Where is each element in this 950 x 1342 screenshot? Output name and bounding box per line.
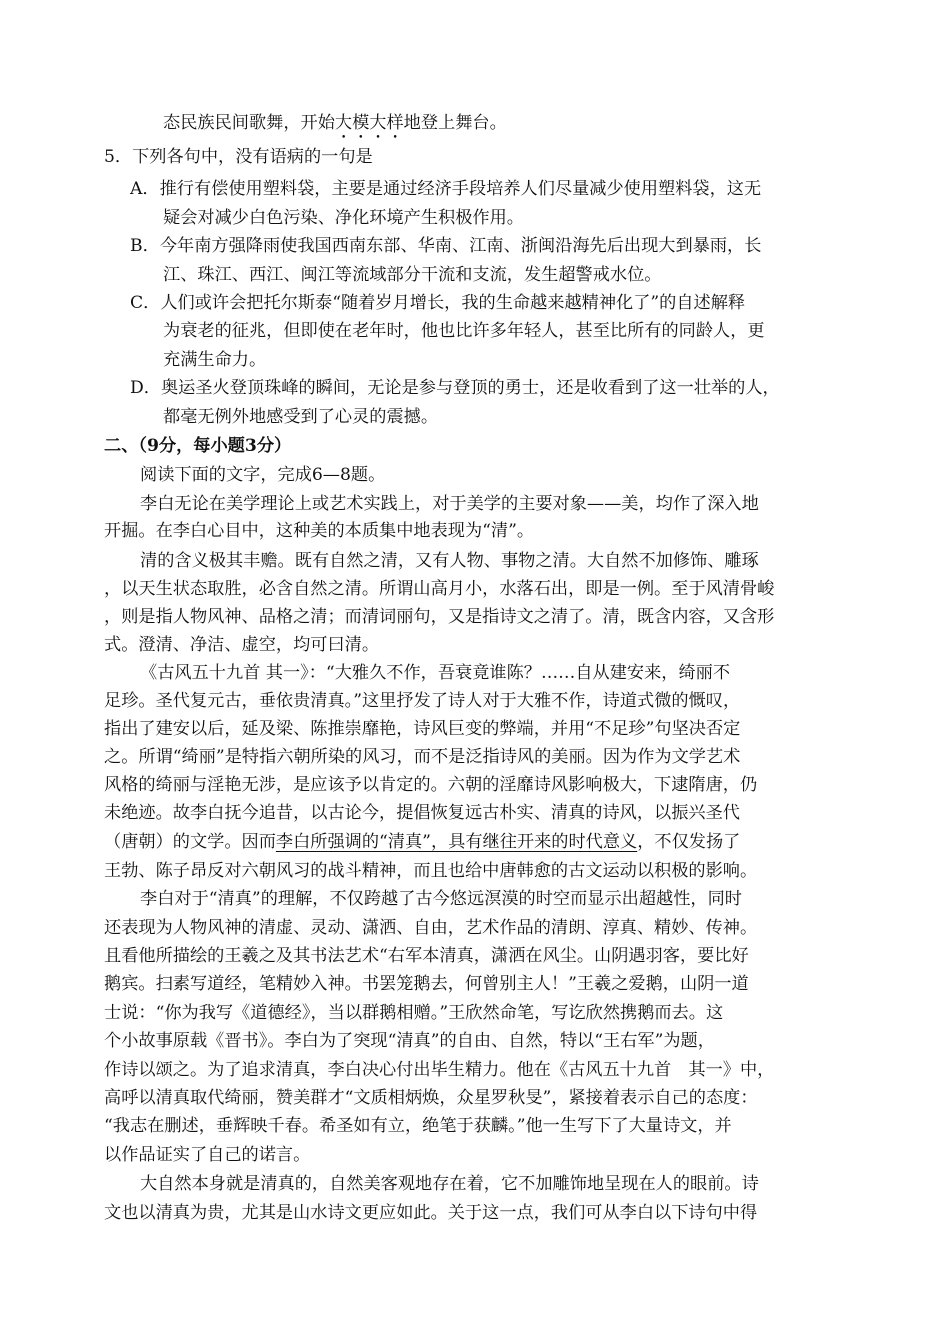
passage-p2-line4: 式。澄清、净洁、虚空，均可曰清。 — [104, 635, 380, 655]
passage-p2-line2: ，以天生状态取胜，必含自然之清。所谓山高月小，水落石出，即是一例。至于风清骨峻 — [104, 579, 775, 599]
passage-p3-line6: 未绝迹。故李白抚今追昔，以古论今，提倡恢复远古朴实、清真的诗风，以振兴圣代 — [104, 803, 740, 823]
passage-p1-line1: 李白无论在美学理论上或艺术实践上，对于美学的主要对象——美，均作了深入地 — [140, 494, 759, 514]
fragment-text: 态民族民间歌舞，开始 — [163, 113, 335, 133]
passage-p3-line1: 《古风五十九首 其一》：“大雅久不作，吾衰竟谁陈？……自从建安来，绮丽不 — [140, 663, 731, 683]
option-c-line2: 为衰老的征兆，但即使在老年时，他也比许多年轻人，甚至比所有的同龄人，更 — [163, 321, 765, 341]
passage-p4-line5: 士说：“你为我写《道德经》，当以群鹅相赠。”王欣然命笔，写讫欣然携鹅而去。这 — [104, 1003, 724, 1023]
passage-p4-line7: 作诗以颂之。为了追求清真，李白决心付出毕生精力。他在《古风五十九首 其一》中， — [104, 1060, 775, 1080]
passage-p4-line8: 高呼以清真取代绮丽，赞美群才“文质相炳焕，众星罗秋旻”，紧接着表示自己的态度： — [104, 1088, 758, 1108]
passage-p4-line4: 鹅宾。扫素写道经，笔精妙入神。书罢笼鹅去，何曾别主人！”王羲之爱鹅，山阴一道 — [104, 974, 749, 994]
option-c-line3: 充满生命力。 — [163, 350, 267, 370]
passage-p3-line4: 之。所谓“绮丽”是特指六朝所染的风习，而不是泛指诗风的美丽。因为作为文学艺术 — [104, 747, 741, 767]
passage-p4-line2: 还表现为人物风神的清虚、灵动、潇洒、自由，艺术作品的清朗、淳真、精妙、传神。 — [104, 918, 758, 938]
question5-stem: 5．下列各句中，没有语病的一句是 — [104, 147, 373, 167]
option-b-line2: 江、珠江、西江、闽江等流域部分干流和支流，发生超警戒水位。 — [163, 265, 662, 285]
passage-p4-line3: 且看他所描绘的王羲之及其书法艺术“右军本清真，潇洒在风尘。山阴遇羽客，要比好 — [104, 946, 749, 966]
passage-p1-line2: 开掘。在李白心目中，这种美的本质集中地表现为“清”。 — [104, 521, 535, 541]
fragment-text-end: 地登上舞台。 — [403, 113, 507, 133]
option-a-line1: A．推行有偿使用塑料袋，主要是通过经济手段培养人们尽量减少使用塑料袋，这无 — [130, 179, 762, 199]
option-a-line2: 疑会对减少白色污染、净化环境产生积极作用。 — [163, 208, 524, 228]
option-c-line1: C．人们或许会把托尔斯泰“随着岁月增长，我的生命越来越精神化了”的自述解释 — [130, 293, 746, 313]
passage-p4-line6: 个小故事原载《晋书》。李白为了突现“清真”的自由、自然，特以“王右军”为题， — [104, 1031, 715, 1051]
passage-p3-line8: 王勃、陈子昂反对六朝风习的战斗精神，而且也给中唐韩愈的古文运动以积极的影响。 — [104, 861, 758, 881]
underlined-claim: 李白所强调的“清真”，具有继往开来的时代意义 — [275, 832, 638, 852]
passage-p3-line5: 风格的绮丽与淫艳无涉，是应该予以肯定的。六朝的淫靡诗风影响极大，下逮隋唐，仍 — [104, 775, 758, 795]
passage-p4-line10: 以作品证实了自己的诺言。 — [104, 1145, 311, 1165]
option-b-line1: B．今年南方强降雨使我国西南东部、华南、江南、浙闽沿海先后出现大到暴雨，长 — [130, 236, 762, 256]
top-fragment-line — [163, 110, 507, 136]
passage-p3-line7 — [104, 829, 740, 855]
option-d-line1: D．奥运圣火登顶珠峰的瞬间，无论是参与登顶的勇士，还是收看到了这一壮举的人， — [130, 378, 780, 398]
p3-line7-start: （唐朝）的文学。因而 — [104, 832, 276, 852]
passage-p2-line3: ，则是指人物风神、品格之清；而清词丽句，又是指诗文之清了。清，既含内容，又含形 — [104, 607, 775, 627]
passage-p3-line3: 指出了建安以后，延及梁、陈推崇靡艳，诗风巨变的弊端，并用“不足珍”句坚决否定 — [104, 719, 741, 739]
option-d-line2: 都毫无例外地感受到了心灵的震撼。 — [163, 407, 439, 427]
section2-heading: 二、（9分，每小题3分） — [104, 436, 292, 456]
p3-line7-end: ，不仅发扬了 — [637, 832, 741, 852]
passage-p3-line2: 足珍。圣代复元古，垂依贵清真。”这里抒发了诗人对于大雅不作，诗道式微的慨叹， — [104, 691, 741, 711]
passage-p4-line9: “我志在删述，垂辉映千春。希圣如有立，绝笔于获麟。”他一生写下了大量诗文，并 — [104, 1116, 732, 1136]
section2-instruction: 阅读下面的文字，完成6—8题。 — [140, 465, 386, 485]
passage-p5-line1: 大自然本身就是清真的，自然美客观地存在着，它不加雕饰地呈现在人的眼前。诗 — [140, 1174, 759, 1194]
passage-p4-line1: 李白对于“清真”的理解，不仅跨越了古今悠远溟漠的时空而显示出超越性，同时 — [140, 889, 742, 909]
emphasized-idiom: 大模大样 — [334, 113, 404, 133]
passage-p5-line2: 文也以清真为贵，尤其是山水诗文更应如此。关于这一点，我们可从李白以下诗句中得 — [104, 1203, 758, 1223]
passage-p2-line1: 清的含义极其丰赡。既有自然之清，又有人物、事物之清。大自然不加修饰、雕琢 — [140, 551, 759, 571]
